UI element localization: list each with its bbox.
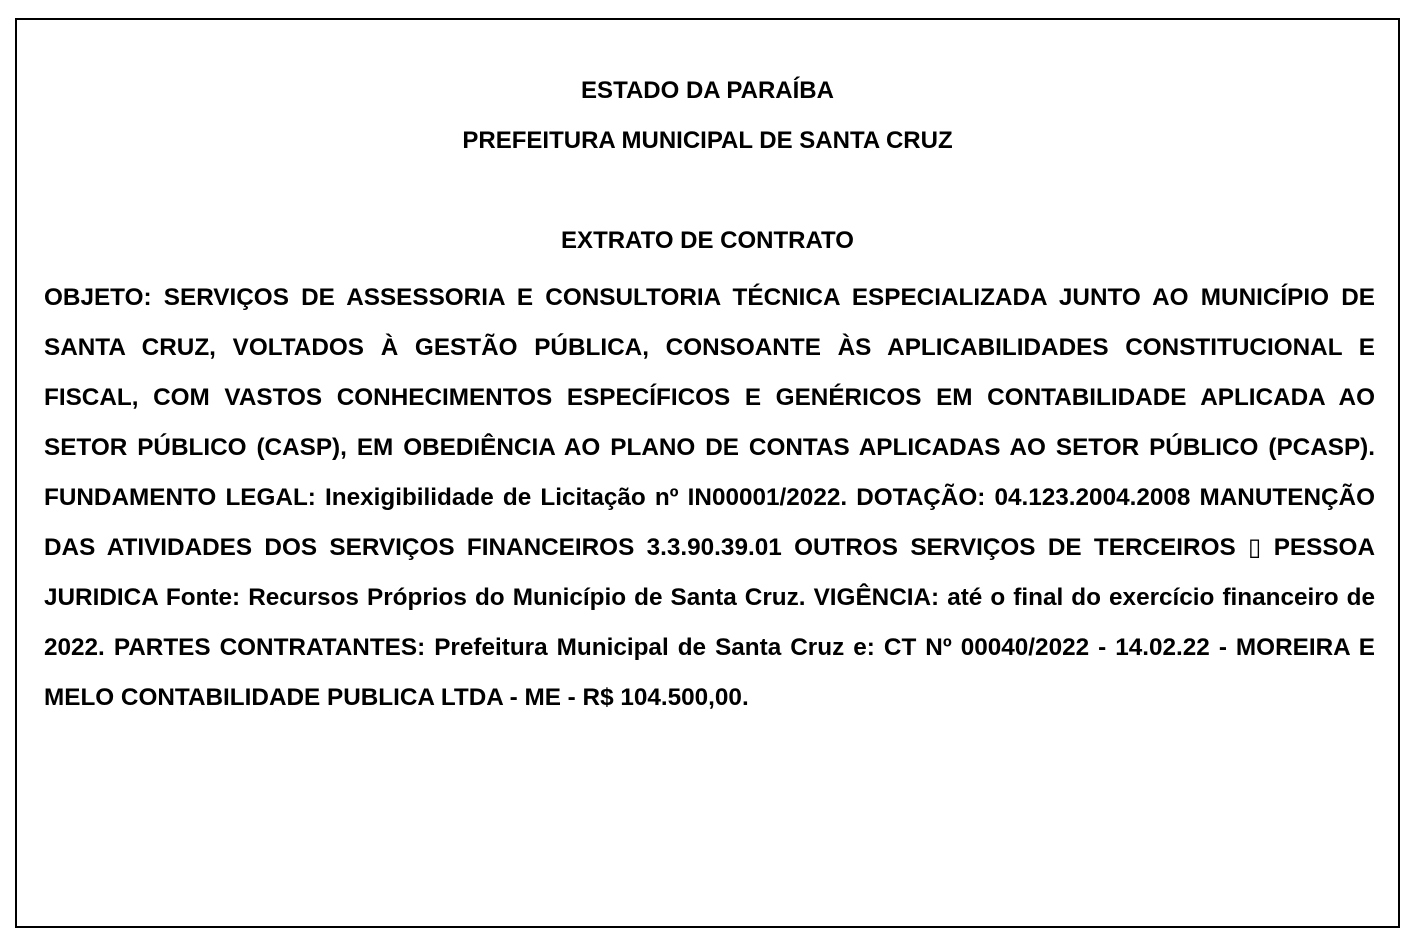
document-title: EXTRATO DE CONTRATO bbox=[561, 227, 854, 254]
prefecture-heading: PREFEITURA MUNICIPAL DE SANTA CRUZ bbox=[462, 127, 953, 154]
contract-extract-body: OBJETO: SERVIÇOS DE ASSESSORIA E CONSULTORIA TÉCNICA ESPECIALIZADA JUNTO AO MUNICÍPIO DE SANTA CRUZ, VOLTADOS À GESTÃO PÚBLICA, CONSOANTE ÀS APLICABILIDADES CONSTITUCIONAL E FISCAL, COM VASTOS CONHECIMENTOS ESPECÍFICOS E GENÉRICOS EM CONTABILIDADE APLICADA AO SETOR PÚBLICO (CASP), EM OBEDIÊNCIA AO PLANO DE CONTAS APLICADAS AO SETOR PÚBLICO (PCASP). FUNDAMENTO LEGAL: Inexigibilidade de Licitação nº IN00001/2022. DOTAÇÃO: 04.123.2004.2008 MANUTENÇÃO DAS ATIVIDADES DOS SERVIÇOS FINANCEIROS 3.3.90.39.01 OUTROS SERVIÇOS DE TERCEIROS ▯ PESSOA JURIDICA Fonte: Recursos Próprios do Município de Santa Cruz. VIGÊNCIA: até o final do exercício financeiro de 2022. PARTES CONTRATANTES: Prefeitura Municipal de Santa Cruz e: CT Nº 00040/2022 - 14.02.22 - MOREIRA E MELO CONTABILIDADE PUBLICA LTDA - ME - R$ 104.500,00. bbox=[44, 284, 1375, 711]
document-frame bbox=[15, 18, 1400, 928]
state-heading: ESTADO DA PARAÍBA bbox=[581, 77, 834, 104]
